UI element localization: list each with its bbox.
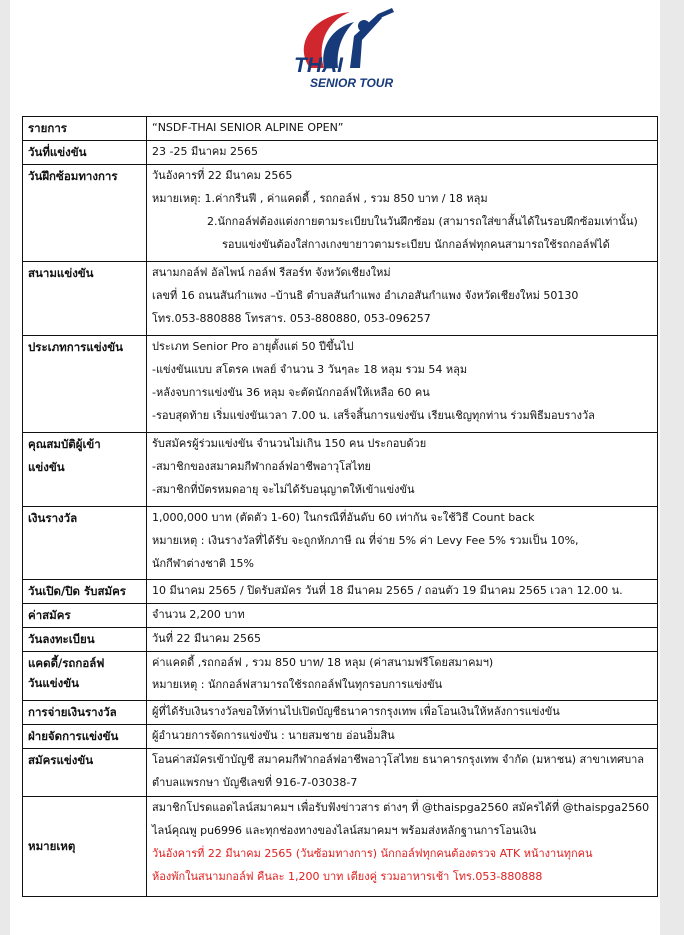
row-prize: [23, 507, 658, 580]
document-page: [10, 0, 660, 935]
label-open-close: วันเปิด/ปิด รับสมัคร: [23, 580, 147, 604]
value-caddie: [147, 652, 658, 701]
caddie-line-2: หมายเหตุ : นักกอล์ฟสามารถใช้รถกอล์ฟในทุกรอบการแข่งขัน: [152, 678, 443, 691]
prize-line-3: นักกีฬาต่างชาติ 15%: [152, 557, 254, 570]
qualify-line-1: รับสมัครผู้ร่วมแข่งขัน จำนวนไม่เกิน 150 คน ประกอบด้วย: [152, 437, 427, 450]
practice-note-3: รอบแข่งขันต้องใส่กางเกงขายาวตามระเบียบ นักกอล์ฟทุกคนสามารถใช้รถกอล์ฟได้: [222, 238, 610, 251]
dates-text: 23 -25 มีนาคม 2565: [152, 145, 259, 158]
registration-text: วันที่ 22 มีนาคม 2565: [152, 632, 261, 645]
label-dates: วันที่แข่งขัน: [23, 141, 147, 165]
remark-red-line-2: ห้องพักในสนามกอล์ฟ คืนละ 1,200 บาท เตียงคู่ รวมอาหารเช้า โทร.053-880888: [152, 870, 543, 883]
row-type: [23, 336, 658, 433]
label-prize: เงินรางวัล: [23, 507, 147, 580]
fee-text: จำนวน 2,200 บาท: [152, 608, 245, 621]
row-organizer: [23, 725, 658, 749]
row-payment: [23, 701, 658, 725]
apply-line-2: ตำบลแพรกษา บัญชีเลขที่ 916-7-03038-7: [152, 776, 358, 789]
value-dates: [147, 141, 658, 165]
value-organizer: [147, 725, 658, 749]
value-type: [147, 336, 658, 433]
type-line-4: -รอบสุดท้าย เริ่มแข่งขันเวลา 7.00 น. เสร็จสิ้นการแข่งขัน เรียนเชิญทุกท่าน ร่วมพิธีมอบรางวัล: [152, 409, 595, 422]
logo-thai-text: THAI: [294, 54, 343, 77]
type-line-1: ประเภท Senior Pro อายุตั้งแต่ 50 ปีขึ้นไป: [152, 340, 354, 353]
label-practice: วันฝึกซ้อมทางการ: [23, 165, 147, 262]
label-caddie-line-2: วันแข่งขัน: [28, 676, 79, 690]
label-qualify: [23, 433, 147, 507]
practice-note-2: 2.นักกอล์ฟต้องแต่งกายตามระเบียบในวันฝึกซ้อม (สามารถใส่ขาสั้นได้ในรอบฝึกซ้อมเท่านั้น): [207, 215, 638, 228]
label-qualify-line-1: คุณสมบัติผู้เข้า: [28, 437, 101, 451]
value-venue: [147, 262, 658, 336]
label-caddie: [23, 652, 147, 701]
label-fee: ค่าสมัคร: [23, 604, 147, 628]
label-type: ประเภทการแข่งขัน: [23, 336, 147, 433]
value-fee: [147, 604, 658, 628]
value-remark: [147, 797, 658, 897]
value-registration: [147, 628, 658, 652]
prize-line-2: หมายเหตุ : เงินรางวัลที่ได้รับ จะถูกหักภาษี ณ ที่จ่าย 5% ค่า Levy Fee 5% รวมเป็น 10%,: [152, 534, 579, 547]
remark-line-2: ไลน์คุณพู pu6996 และทุกช่องทางของไลน์สมาคมฯ พร้อมส่งหลักฐานการโอนเงิน: [152, 824, 537, 837]
label-remark: หมายเหตุ: [23, 797, 147, 897]
organizer-text: ผู้อำนวยการจัดการแข่งขัน : นายสมชาย อ่อนอิ่มสิน: [152, 729, 395, 742]
practice-date: วันอังคารที่ 22 มีนาคม 2565: [152, 169, 293, 182]
label-caddie-line-1: แคดดี้/รถกอล์ฟ: [28, 656, 105, 670]
row-remark: [23, 797, 658, 897]
label-event: รายการ: [23, 117, 147, 141]
row-qualify: [23, 433, 658, 507]
row-registration: [23, 628, 658, 652]
label-registration: วันลงทะเบียน: [23, 628, 147, 652]
label-venue: สนามแข่งขัน: [23, 262, 147, 336]
label-apply: สมัครแข่งขัน: [23, 749, 147, 797]
venue-address: เลขที่ 16 ถนนสันกำแพง –บ้านธิ ตำบลสันกำแพง อำเภอสันกำแพง จังหวัดเชียงใหม่ 50130: [152, 289, 579, 302]
label-organizer: ฝ่ายจัดการแข่งขัน: [23, 725, 147, 749]
thai-senior-tour-logo: [280, 6, 412, 98]
value-open-close: [147, 580, 658, 604]
row-fee: [23, 604, 658, 628]
remark-line-1: สมาชิกโปรดแอดไลน์สมาคมฯ เพื่อรับฟังข่าวสาร ต่างๆ ที่ @thaispga2560 สมัครได้ที่ @thaispga2560: [152, 801, 650, 814]
value-prize: [147, 507, 658, 580]
prize-line-1: 1,000,000 บาท (ตัดตัว 1-60) ในกรณีที่อันดับ 60 เท่ากัน จะใช้วิธี Count back: [152, 511, 535, 524]
row-open-close: [23, 580, 658, 604]
qualify-line-2: -สมาชิกของสมาคมกีฬากอล์ฟอาชีพอาวุโสไทย: [152, 460, 371, 473]
row-practice: [23, 165, 658, 262]
row-apply: [23, 749, 658, 797]
row-caddie: [23, 652, 658, 701]
value-event: [147, 117, 658, 141]
qualify-line-3: -สมาชิกที่บัตรหมดอายุ จะไม่ได้รับอนุญาตให้เข้าแข่งขัน: [152, 483, 415, 496]
apply-line-1: โอนค่าสมัครเข้าบัญชี สมาคมกีฬากอล์ฟอาชีพอาวุโสไทย ธนาคารกรุงเทพ จำกัด (มหาชน) สาขาเทศบาล: [152, 753, 644, 766]
tournament-info-table: [22, 116, 658, 897]
payment-text: ผู้ที่ได้รับเงินรางวัลขอให้ท่านไปเปิดบัญชีธนาคารกรุงเทพ เพื่อโอนเงินให้หลังการแข่งขัน: [152, 705, 560, 718]
row-dates: [23, 141, 658, 165]
value-qualify: [147, 433, 658, 507]
venue-phone: โทร.053-880888 โทรสาร. 053-880880, 053-096257: [152, 312, 431, 325]
value-practice: [147, 165, 658, 262]
open-close-text: 10 มีนาคม 2565 / ปิดรับสมัคร วันที่ 18 มีนาคม 2565 / ถอนตัว 19 มีนาคม 2565 เวลา 12.00 น.: [152, 584, 623, 597]
venue-name: สนามกอล์ฟ อัลไพน์ กอล์ฟ รีสอร์ท จังหวัดเชียงใหม่: [152, 266, 391, 279]
caddie-line-1: ค่าแคดดี้ ,รถกอล์ฟ , รวม 850 บาท/ 18 หลุม (ค่าสนามฟรีโดยสมาคมฯ): [152, 656, 494, 669]
event-title: “NSDF-THAI SENIOR ALPINE OPEN”: [152, 121, 344, 134]
practice-note-1: หมายเหตุ: 1.ค่ากรีนฟี , ค่าแคดดี้ , รถกอล์ฟ , รวม 850 บาท / 18 หลุม: [152, 192, 488, 205]
remark-red-line-1: วันอังคารที่ 22 มีนาคม 2565 (วันซ้อมทางการ) นักกอล์ฟทุกคนต้องตรวจ ATK หน้างานทุกคน: [152, 847, 593, 860]
value-payment: [147, 701, 658, 725]
row-venue: [23, 262, 658, 336]
row-event: [23, 117, 658, 141]
label-payment: การจ่ายเงินรางวัล: [23, 701, 147, 725]
label-qualify-line-2: แข่งขัน: [28, 460, 65, 474]
logo-senior-tour-text: SENIOR TOUR: [310, 76, 394, 90]
value-apply: [147, 749, 658, 797]
type-line-2: -แข่งขันแบบ สโตรค เพลย์ จำนวน 3 วันๆละ 18 หลุม รวม 54 หลุม: [152, 363, 468, 376]
type-line-3: -หลังจบการแข่งขัน 36 หลุม จะตัดนักกอล์ฟให้เหลือ 60 คน: [152, 386, 430, 399]
